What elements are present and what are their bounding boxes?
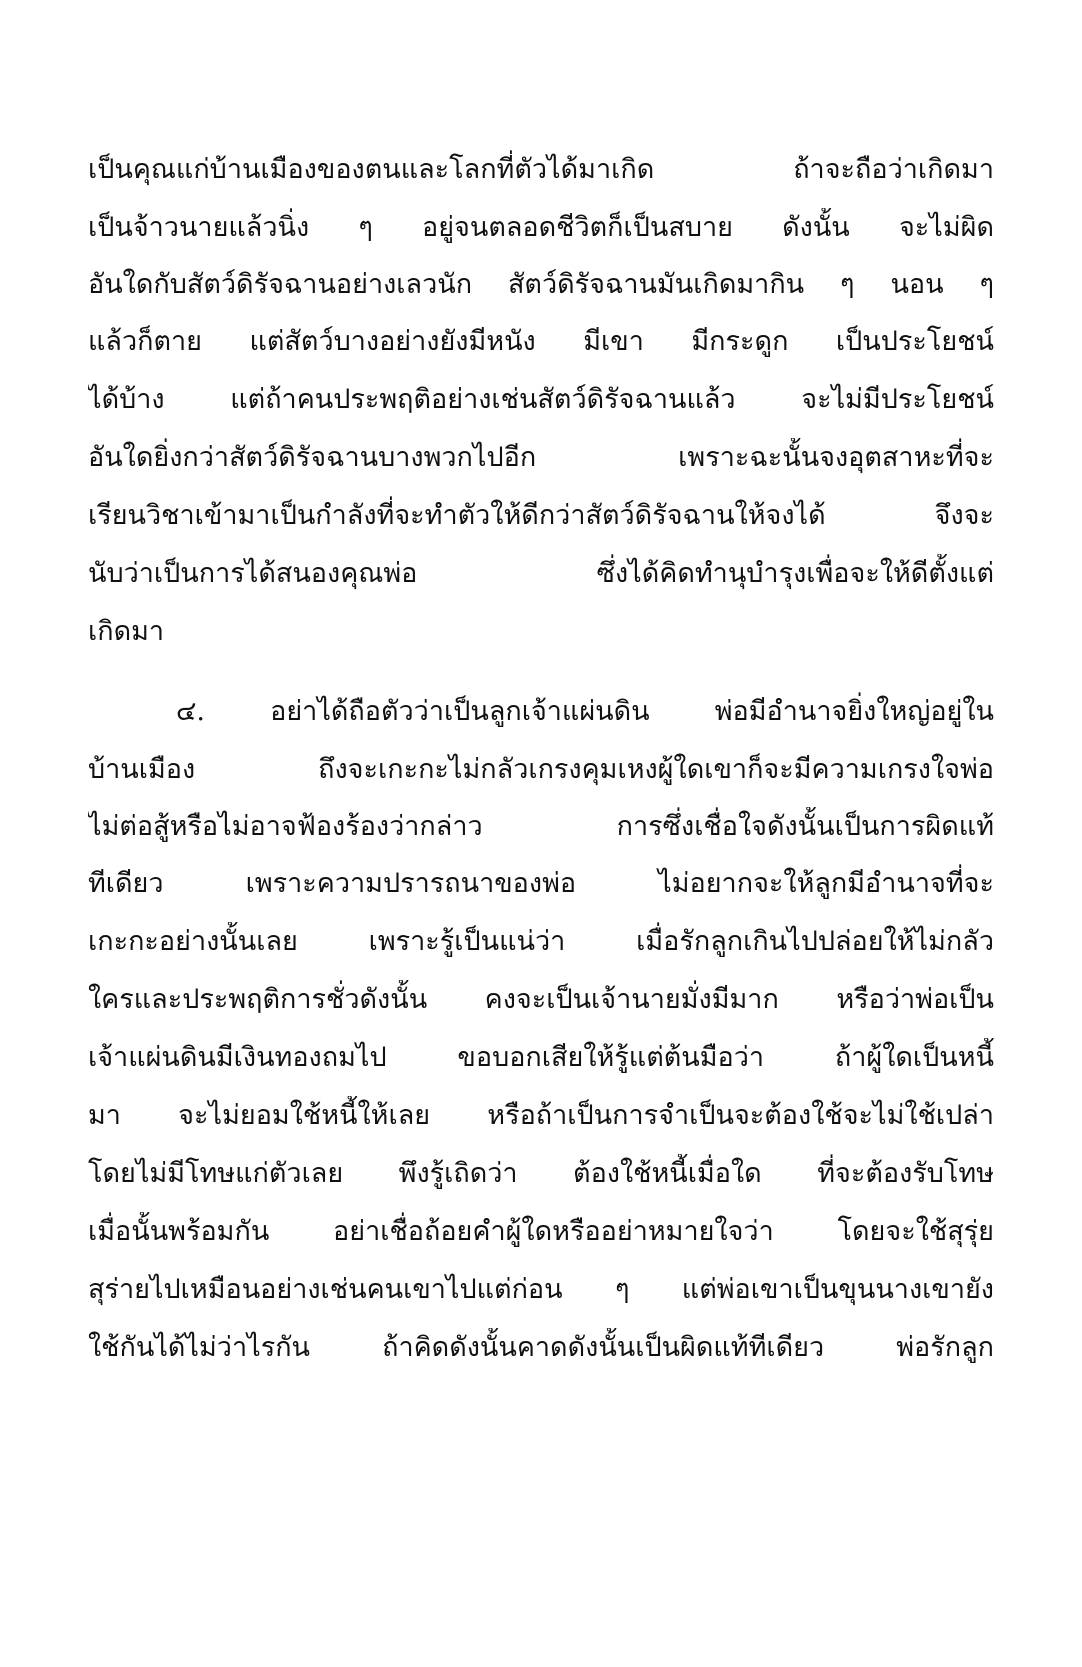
paragraph-2	[88, 692, 994, 1392]
text-line: เจ้าแผ่นดินมีเงินทองถมไป ขอบอกเสียให้รู้แต่ต้นมือว่า ถ้าผู้ใดเป็นหนี้	[88, 1042, 994, 1073]
text-line: เป็นคุณแก่บ้านเมืองของตนและโลกที่ตัวได้มาเกิด ถ้าจะถือว่าเกิดมา	[88, 154, 994, 185]
paragraph-1	[88, 150, 994, 670]
text-line: เรียนวิชาเข้ามาเป็นกำลังที่จะทำตัวให้ดีกว่าสัตว์ดิรัจฉานให้จงได้ จึงจะ	[88, 500, 994, 531]
text-line: นับว่าเป็นการได้สนองคุณพ่อ ซึ่งได้คิดทำนุบำรุงเพื่อจะให้ดีตั้งแต่	[88, 558, 994, 589]
text-line: ๔. อย่าได้ถือตัวว่าเป็นลูกเจ้าแผ่นดิน พ่อมีอำนาจยิ่งใหญ่อยู่ใน	[176, 696, 994, 727]
text-line: เป็นจ้าวนายแล้วนิ่ง ๆ อยู่จนตลอดชีวิตก็เป็นสบาย ดังนั้น จะไม่ผิด	[88, 212, 994, 243]
text-line: เมื่อนั้นพร้อมกัน อย่าเชื่อถ้อยคำผู้ใดหรืออย่าหมายใจว่า โดยจะใช้สุรุ่ย	[88, 1216, 994, 1247]
text-line: ไม่ต่อสู้หรือไม่อาจฟ้องร้องว่ากล่าว การซึ่งเชื่อใจดังนั้นเป็นการผิดแท้	[88, 811, 994, 842]
text-line: อันใดยิ่งกว่าสัตว์ดิรัจฉานบางพวกไปอีก เพราะฉะนั้นจงอุตสาหะที่จะ	[88, 442, 994, 473]
text-line: ทีเดียว เพราะความปรารถนาของพ่อ ไม่อยากจะให้ลูกมีอำนาจที่จะ	[88, 868, 994, 899]
text-line: โดยไม่มีโทษแก่ตัวเลย พึงรู้เถิดว่า ต้องใช้หนี้เมื่อใด ที่จะต้องรับโทษ	[88, 1158, 994, 1189]
text-line: ใครและประพฤติการชั่วดังนั้น คงจะเป็นเจ้านายมั่งมีมาก หรือว่าพ่อเป็น	[88, 984, 994, 1015]
text-line: อันใดกับสัตว์ดิรัจฉานอย่างเลวนัก สัตว์ดิรัจฉานมันเกิดมากิน ๆ นอน ๆ	[88, 269, 994, 300]
text-line: เกะกะอย่างนั้นเลย เพราะรู้เป็นแน่ว่า เมื่อรักลูกเกินไปปล่อยให้ไม่กลัว	[88, 926, 994, 957]
text-line: ใช้กันได้ไม่ว่าไรกัน ถ้าคิดดังนั้นคาดดังนั้นเป็นผิดแท้ทีเดียว พ่อรักลูก	[88, 1332, 994, 1363]
text-line: มา จะไม่ยอมใช้หนี้ให้เลย หรือถ้าเป็นการจำเป็นจะต้องใช้จะไม่ใช้เปล่า	[88, 1100, 994, 1131]
text-line: บ้านเมือง ถึงจะเกะกะไม่กลัวเกรงคุมเหงผู้ใดเขาก็จะมีความเกรงใจพ่อ	[88, 754, 994, 785]
text-line: สุร่ายไปเหมือนอย่างเช่นคนเขาไปแต่ก่อน ๆ แต่พ่อเขาเป็นขุนนางเขายัง	[88, 1274, 994, 1305]
text-line: เกิดมา	[88, 616, 165, 647]
text-line: ได้บ้าง แต่ถ้าคนประพฤติอย่างเช่นสัตว์ดิรัจฉานแล้ว จะไม่มีประโยชน์	[88, 384, 994, 415]
text-line: แล้วก็ตาย แต่สัตว์บางอย่างยังมีหนัง มีเขา มีกระดูก เป็นประโยชน์	[88, 326, 994, 357]
